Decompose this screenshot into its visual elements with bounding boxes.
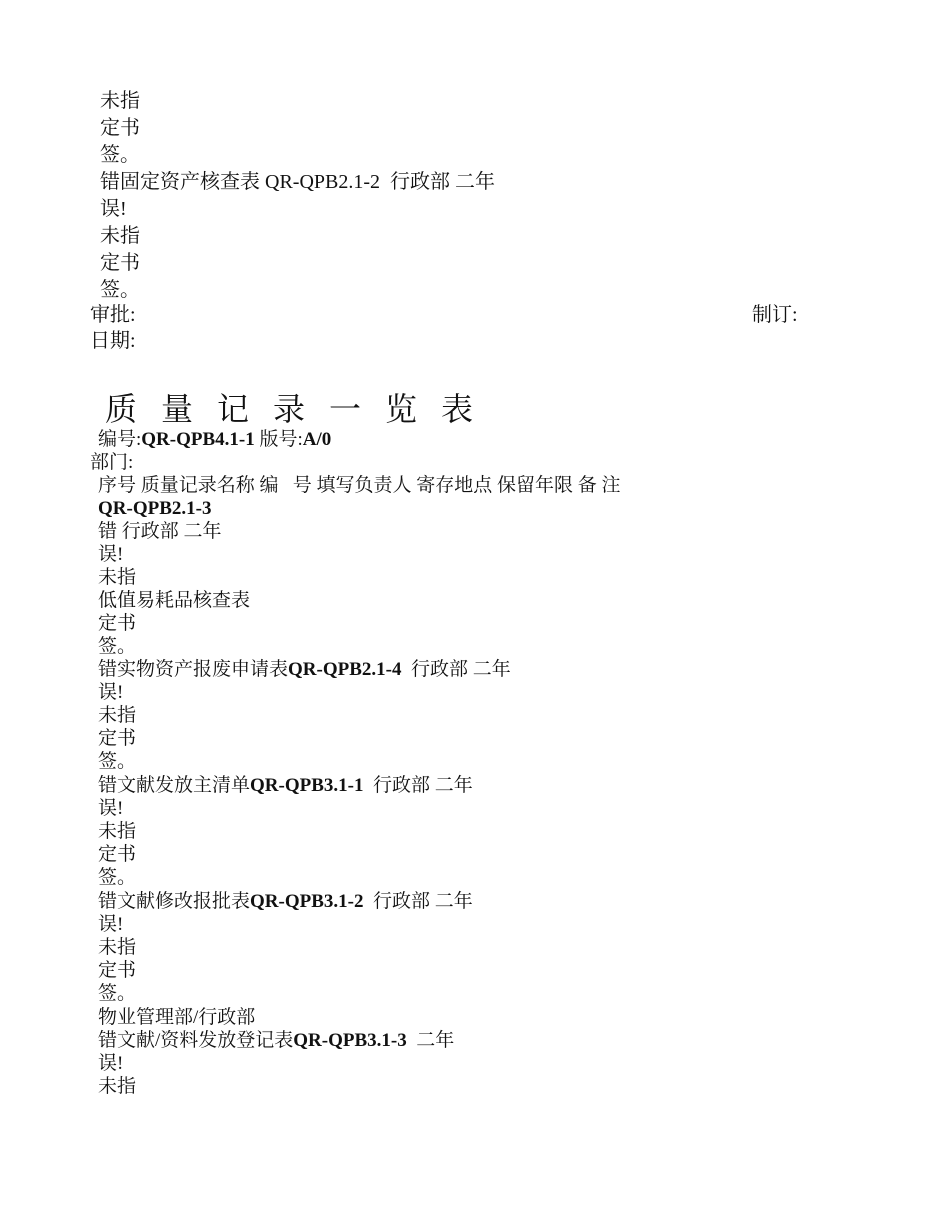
- record-line: [98, 776, 473, 795]
- record-line: [98, 1031, 454, 1050]
- text-line: 定书: [98, 844, 137, 865]
- text-line: 未指: [98, 937, 137, 958]
- record-code: QR-QPB3.1-2: [250, 891, 364, 912]
- text-line: 定书: [98, 613, 137, 634]
- text-line: 定书: [100, 252, 140, 274]
- page-title: 质量记录一览表: [105, 391, 498, 427]
- record-code: QR-QPB2.1-4: [288, 659, 402, 680]
- text-line: 误!: [100, 198, 127, 220]
- record-code: QR-QPB2.1-3: [98, 498, 212, 519]
- text-line: 签。: [100, 144, 140, 166]
- code-label: 编号:: [98, 429, 142, 450]
- record-name: 错文献发放主清单: [98, 775, 251, 796]
- code-value: QR-QPB4.1-1: [141, 429, 255, 450]
- record-name: 错实物资产报废申请表: [98, 659, 289, 680]
- record-info: 行政部 二年: [401, 659, 511, 680]
- record-line: [98, 660, 511, 679]
- text-line: 未指: [98, 1076, 137, 1097]
- date-label: 日期:: [90, 330, 136, 352]
- text-line: 误!: [98, 682, 124, 703]
- text-line: 签。: [100, 279, 140, 301]
- record-info: 二年: [406, 1030, 455, 1051]
- text-line: 误!: [98, 1053, 124, 1074]
- text-line: 签。: [98, 867, 137, 888]
- record-name: 错文献修改报批表: [98, 891, 251, 912]
- row-code: [98, 499, 211, 518]
- text-line: 签。: [98, 751, 137, 772]
- text-line: 未指: [100, 225, 140, 247]
- version-value: A/0: [302, 429, 332, 450]
- text-line: 定书: [98, 960, 137, 981]
- text-line: 错 行政部 二年: [98, 521, 222, 542]
- code-version-line: [98, 430, 331, 449]
- approve-label: 审批:: [90, 304, 136, 326]
- record-info: 行政部 二年: [363, 891, 473, 912]
- text-line: 错固定资产核查表 QR-QPB2.1-2 行政部 二年: [100, 171, 496, 193]
- text-line: 未指: [100, 90, 140, 112]
- text-line: 未指: [98, 567, 137, 588]
- text-line: 未指: [98, 821, 137, 842]
- record-code: QR-QPB3.1-3: [293, 1030, 407, 1051]
- text-line: 签。: [98, 983, 137, 1004]
- table-header: 序号 质量记录名称 编 号 填写负责人 寄存地点 保留年限 备 注: [98, 475, 621, 496]
- record-line: [98, 892, 473, 911]
- text-line: 误!: [98, 798, 124, 819]
- record-info: 行政部 二年: [363, 775, 473, 796]
- record-name: 低值易耗品核查表: [98, 590, 251, 611]
- record-name: 错文献/资料发放登记表: [98, 1030, 294, 1051]
- record-code: QR-QPB3.1-1: [250, 775, 364, 796]
- text-line: 误!: [98, 544, 124, 565]
- text-line: 误!: [98, 914, 124, 935]
- compile-label: 制订:: [752, 304, 798, 326]
- version-label: 版号:: [259, 429, 303, 450]
- dept-label: 部门:: [90, 452, 134, 473]
- text-line: 定书: [100, 117, 140, 139]
- record-dept: 物业管理部/行政部: [98, 1007, 256, 1028]
- text-line: 签。: [98, 636, 137, 657]
- text-line: 定书: [98, 728, 137, 749]
- text-line: 未指: [98, 705, 137, 726]
